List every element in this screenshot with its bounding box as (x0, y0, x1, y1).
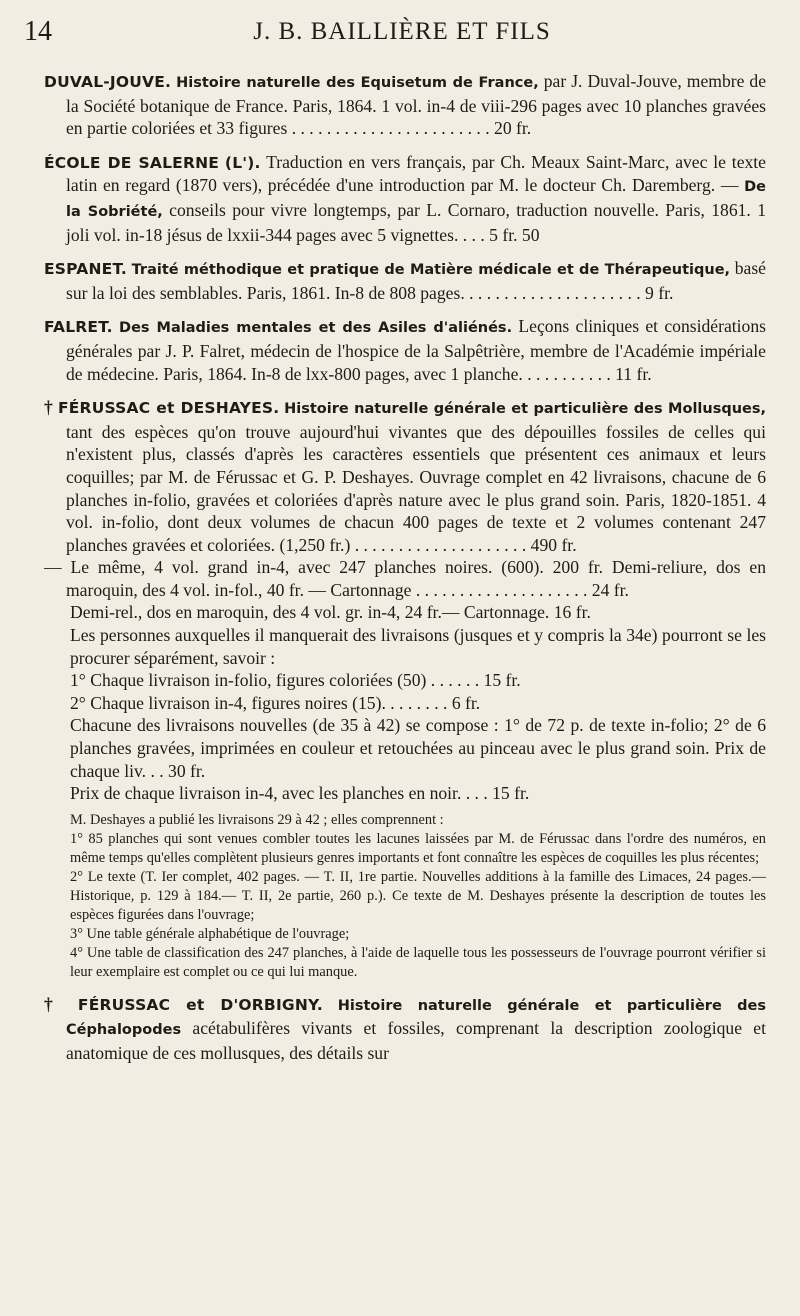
entry-main (44, 396, 766, 556)
entry-author-suffix: (L'). (224, 153, 261, 172)
entry-text: basé sur la loi des semblables. Paris, 1861. In-8 de 808 pages. . . . . . . . . . . . . . . . . . . . . 9 fr. (66, 258, 766, 303)
entry-ecole-de-salerne (44, 151, 766, 246)
entry-text: tant des espèces qu'on trouve aujourd'hui vivantes que des dépouilles fossiles de celles qui n'existent plus, classés d'après les caractères essentiels que présentent ces animaux et leurs coquilles; par M. de Férussac et G. P. Deshayes. Ouvrage complet en 42 livraisons, chacune de 6 planches in-folio, gravées et coloriées d'après nature avec le plus grand soin. Paris, 1820-1851. 4 vol. in-folio, dont deux volumes de chacun 400 pages de texte et 2 volumes contenant 247 planches gravées et coloriées. (1,250 fr.) . . . . . . . . . . . . . . . . . . . . 490 fr. (66, 421, 766, 555)
entry-variant-binding: Demi-rel., dos en maroquin, des 4 vol. gr. in-4, 24 fr.— Cartonnage. 16 fr. (70, 602, 591, 623)
entry-text: conseils pour vivre longtemps, par L. Cornaro, traduction nouvelle. Paris, 1861. 1 joli vol. in-18 jésus de lxxii-344 pages avec 5 vignettes. . . . 5 fr. 50 (66, 199, 766, 245)
entry-espanet (44, 257, 766, 304)
catalogue-entries (44, 70, 766, 1076)
entry-ferussac-deshayes (44, 396, 766, 982)
page-header (24, 14, 780, 54)
entry-variant: — Le même, 4 vol. grand in-4, avec 247 planches noires. (600). 200 fr. Demi-reliure, dos en maroquin, des 4 vol. in-fol., 40 fr. — Cartonnage . . . . . . . . . . . . . . . . . . . . 24 fr. (44, 557, 766, 600)
note-line: 2° Le texte (T. Ier complet, 402 pages. — T. II, 1re partie. Nouvelles additions à la famille des Limaces, 24 pages.— Historique, p. 129 à 184.— T. II, 2e partie, 260 p.). Ce texte de M. Deshayes présente la description de toutes les espèces figurées dans l'ouvrage; (70, 868, 766, 923)
running-head: J. B. BAILLIÈRE ET FILS (253, 18, 551, 45)
note-line: 4° Une table de classification des 247 planches, à l'aide de laquelle tous les possesseurs de l'ouvrage pourront vérifier si leur exemplaire est complet ou ce qui lui manque. (70, 944, 766, 980)
dagger-mark: † (44, 993, 64, 1014)
entry-text: acétabulifères vivants et fossiles, comprenant la description zoologique et anatomique de ces mollusques, des détails sur (66, 1018, 766, 1063)
dagger-mark: † (44, 397, 54, 418)
entry-falret (44, 315, 766, 385)
entry-text: Traduction en vers français, par Ch. Meaux Saint-Marc, avec le texte latin en regard (1870 vers), précédée d'une introduction par M. le docteur Ch. Daremberg. — (66, 151, 766, 196)
entry-ferussac-dorbigny (44, 993, 766, 1065)
note-line: 3° Une table générale alphabétique de l'ouvrage; (70, 925, 350, 942)
entry-title: Histoire naturelle des Equisetum de France, (176, 75, 539, 91)
entry-title: Histoire naturelle générale et particulière des Mollusques, (284, 401, 767, 418)
entry-author: FALRET. (44, 318, 113, 337)
note-line: 1° 85 planches qui sont venues combler toutes les lacunes laissées par M. de Férussac dans l'ordre des numéros, en même temps qu'elles complètent plusieurs genres importants et font connaître les espèces de coquilles les plus récentes; (70, 830, 766, 866)
entry-title: Histoire naturelle générale et particulière des Céphalopodes (66, 997, 767, 1039)
entry-title: Des Maladies mentales et des Asiles d'aliénés. (119, 320, 513, 337)
entry-livraisons-note: Les personnes auxquelles il manquerait des livraisons (jusques et y compris la 34e) pourront se les procurer séparément, savoir : (70, 625, 766, 668)
entry-title: Traité méthodique et pratique de Matière médicale et de Thérapeutique, (131, 262, 731, 279)
entry-livraison-item: 1° Chaque livraison in-folio, figures coloriées (50) . . . . . . 15 fr. (70, 670, 521, 691)
entry-author: FÉRUSSAC et D'ORBIGNY. (77, 995, 323, 1014)
entry-author: ÉCOLE DE SALERNE (44, 153, 220, 172)
entry-livraisons-nouvelles: Chacune des livraisons nouvelles (de 35 à 42) se compose : 1° de 72 p. de texte in-folio; 2° de 6 planches gravées, imprimées en couleur et retouchées au pinceau avec le plus grand soin. Prix de chaque liv. . . 30 fr. (70, 715, 766, 781)
entry-price-line: Prix de chaque livraison in-4, avec les planches en noir. . . . 15 fr. (70, 783, 530, 804)
entry-livraison-item: 2° Chaque livraison in-4, figures noires (15). . . . . . . . 6 fr. (70, 692, 481, 713)
entry-author: FÉRUSSAC et DESHAYES. (57, 399, 280, 418)
page-number: 14 (24, 16, 52, 47)
entry-author: ESPANET. (44, 260, 127, 279)
entry-subtitle: De la Sobriété, (66, 179, 767, 220)
entry-text: par J. Duval-Jouve, membre de la Société botanique de France. Paris, 1864. 1 vol. in-4 de viii-296 pages avec 10 planches gravées en partie coloriées et 33 figures . . . . . . . . . . . . . . . . . . . . . . . 20 fr. (66, 71, 767, 139)
note-line: M. Deshayes a publié les livraisons 29 à 42 ; elles comprennent : (70, 811, 444, 828)
entry-duval-jouve (44, 70, 766, 140)
entry-author: DUVAL-JOUVE. (44, 73, 172, 91)
entry-text: Leçons cliniques et considérations générales par J. P. Falret, médecin de l'hospice de la Salpêtrière, membre de l'Académie impériale de médecine. Paris, 1864. In-8 de lxx-800 pages, avec 1 planche. . . . . . . . . . . 11 fr. (66, 316, 767, 384)
